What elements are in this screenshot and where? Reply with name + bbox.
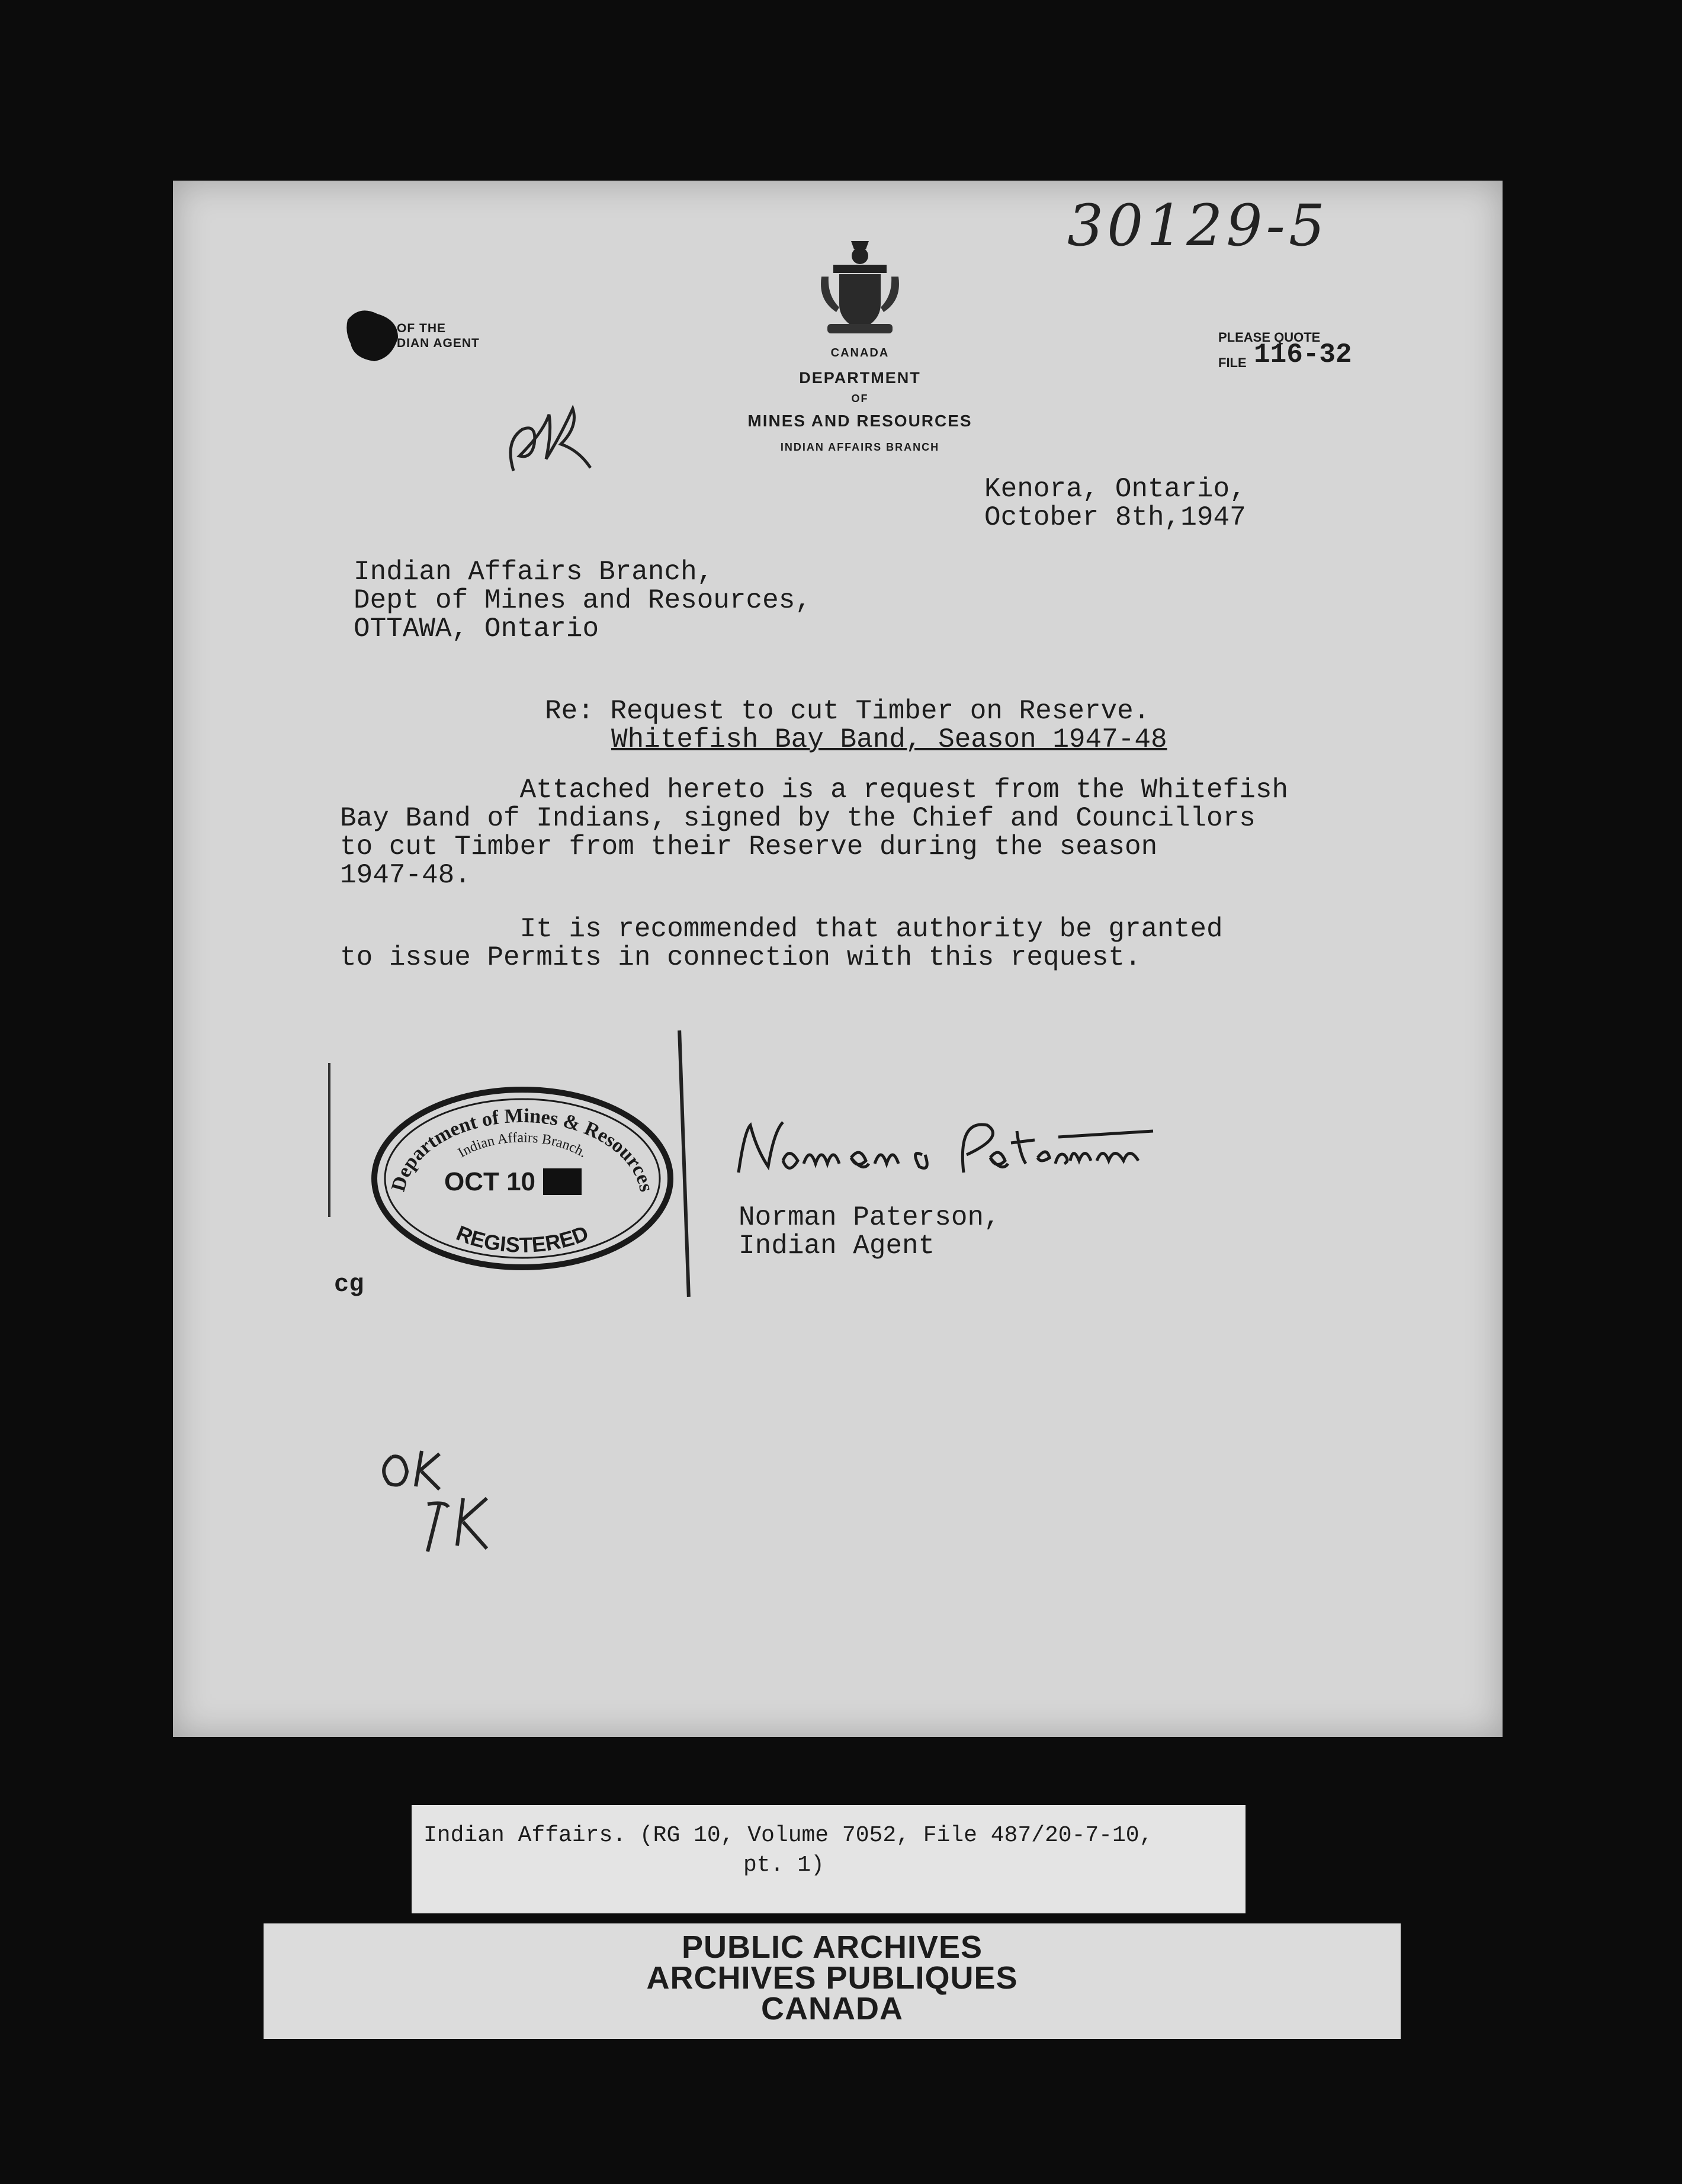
letterhead-of: OF <box>851 393 869 404</box>
file-label: FILE <box>1218 355 1247 370</box>
registered-stamp <box>362 1081 682 1276</box>
signature-name: Norman Paterson, <box>739 1202 1000 1233</box>
ink-blot <box>345 302 401 364</box>
caption-line-2: pt. 1) <box>743 1852 824 1878</box>
left-mark <box>328 1063 330 1217</box>
paragraph-1-line-3: to cut Timber from their Reserve during the season <box>340 831 1158 862</box>
handwritten-approval-mark <box>374 1439 516 1557</box>
signature-title: Indian Agent <box>739 1231 935 1261</box>
caption-line-1: Indian Affairs. (RG 10, Volume 7052, File 487/20-7-10, <box>423 1823 1153 1848</box>
subject-line-2: Whitefish Bay Band, Season 1947-48 <box>611 724 1167 755</box>
stamp-date: OCT 10 <box>444 1167 536 1196</box>
svg-text:Indian Affairs Branch. <box>455 1130 589 1161</box>
paragraph-1-line-2: Bay Band of Indians, signed by the Chief and Councillors <box>340 803 1256 834</box>
handwritten-initials <box>502 394 602 483</box>
recipient-line-3: OTTAWA, Ontario <box>354 614 599 644</box>
letterhead-department: DEPARTMENT <box>799 369 921 387</box>
reference-number: 30129-5 <box>1067 192 1328 259</box>
archives-label <box>264 1923 1401 2039</box>
letterhead-ministry: MINES AND RESOURCES <box>747 412 972 430</box>
paragraph-2-line-2: to issue Permits in connection with this request. <box>340 942 1141 973</box>
letterhead-branch: INDIAN AFFAIRS BRANCH <box>780 441 940 453</box>
paragraph-2-line-1: It is recommended that authority be granted <box>340 914 1223 945</box>
archives-line-2: ARCHIVES PUBLIQUES <box>646 1960 1018 1996</box>
date-line: October 8th,1947 <box>984 502 1246 533</box>
archives-line-1: PUBLIC ARCHIVES <box>681 1929 983 1965</box>
typist-initials: cg <box>334 1270 364 1299</box>
stamp-bottom-text: REGISTERED <box>452 1221 592 1257</box>
recipient-line-2: Dept of Mines and Resources, <box>354 585 811 616</box>
please-quote-label: PLEASE QUOTE <box>1218 330 1321 345</box>
coat-of-arms-icon <box>816 235 904 342</box>
letter-sheet <box>173 181 1503 1737</box>
paragraph-1-line-1: Attached hereto is a request from the Whitefish <box>340 775 1289 805</box>
archive-caption <box>412 1805 1246 1913</box>
office-line-1: OF THE <box>397 322 446 335</box>
office-line-2: DIAN AGENT <box>397 336 480 350</box>
subject-line-1: Re: Request to cut Timber on Reserve. <box>545 696 1150 727</box>
archives-line-3: CANADA <box>761 1991 903 2026</box>
svg-text:REGISTERED <box>453 1221 592 1257</box>
file-number: 116-32 <box>1254 339 1352 370</box>
place-line: Kenora, Ontario, <box>984 474 1246 505</box>
letterhead-country: CANADA <box>830 346 890 359</box>
stamp-branch-text: Indian Affairs Branch. <box>455 1130 590 1161</box>
stamp-top-text: Department of Mines & Resources <box>387 1104 657 1194</box>
handwritten-signature <box>727 1107 1177 1190</box>
recipient-line-1: Indian Affairs Branch, <box>354 557 714 587</box>
paragraph-1-line-4: 1947-48. <box>340 860 471 891</box>
